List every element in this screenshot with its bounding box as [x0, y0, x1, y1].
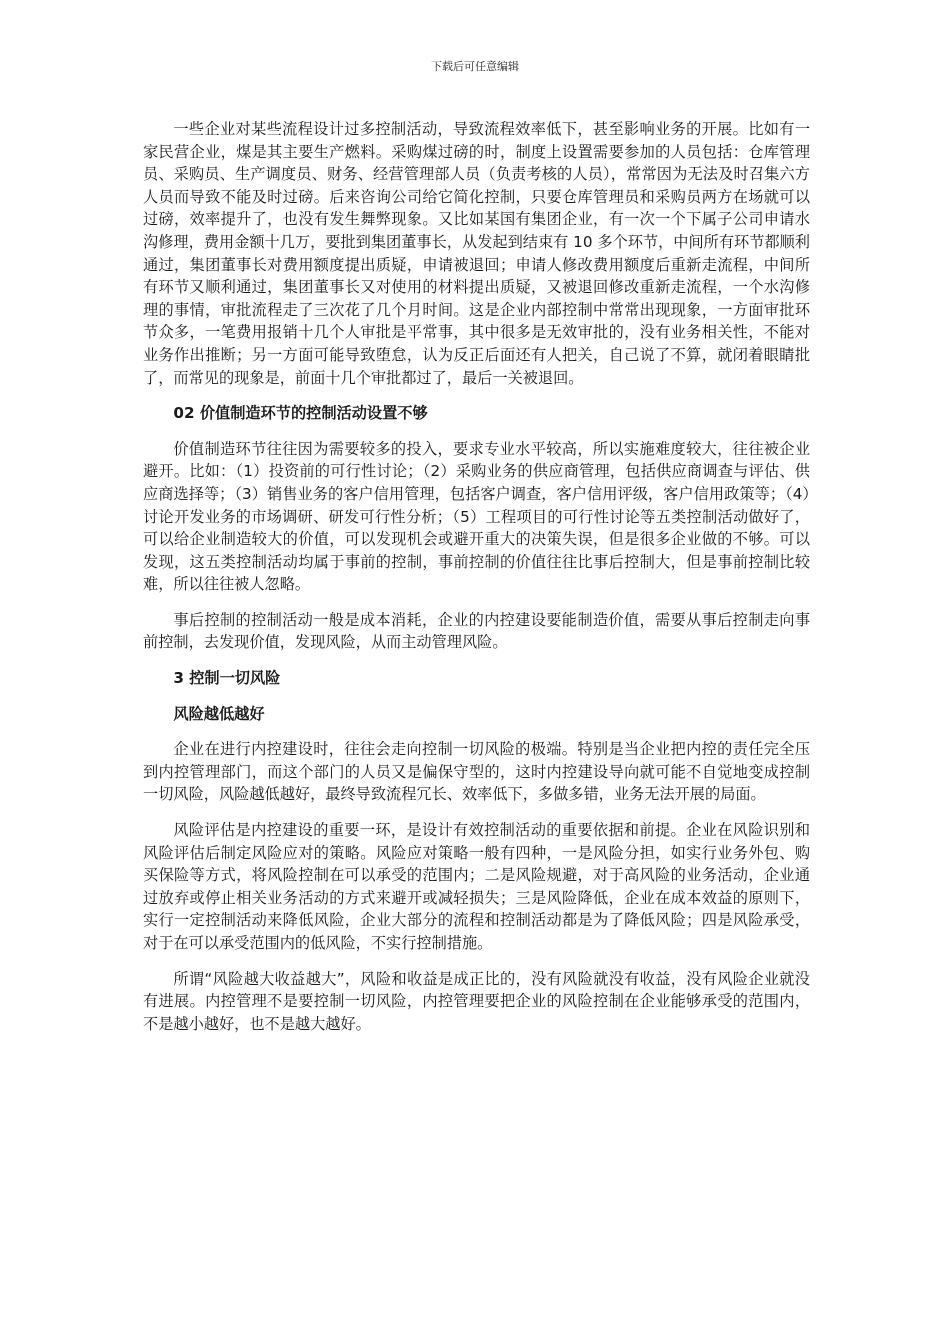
paragraph: 所谓“风险越大收益越大”，风险和收益是成正比的，没有风险就没有收益，没有风险企业就没有进展。内控管理不是要控制一切风险，内控管理要把企业的风险控制在企业能够承受的范围内，不是越小越好，也不是越大越好。	[143, 969, 810, 1033]
paragraph: 事后控制的控制活动一般是成本消耗，企业的内控建设要能制造价值，需要从事后控制走向事前控制，去发现价值，发现风险，从而主动管理风险。	[143, 610, 810, 652]
document-body	[143, 118, 810, 1048]
section-heading: 3 控制一切风险	[173, 669, 281, 688]
page-header: 下载后可任意编辑	[431, 60, 519, 73]
paragraph: 企业在进行内控建设时，往往会走向控制一切风险的极端。特别是当企业把内控的责任完全压到内控管理部门，而这个部门的人员又是偏保守型的，这时内控建设导向就可能不自觉地变成控制一切风险，风险越低越好，最终导致流程冗长、效率低下，多做多错，业务无法开展的局面。	[143, 740, 810, 804]
section-heading: 02 价值制造环节的控制活动设置不够	[173, 404, 428, 423]
paragraph: 一些企业对某些流程设计过多控制活动，导致流程效率低下，甚至影响业务的开展。比如有一家民营企业，煤是其主要生产燃料。采购煤过磅的时，制度上设置需要参加的人员包括：仓库管理员、采购员、生产调度员、财务、经营管理部人员（负责考核的人员），常常因为无法及时召集六方人员而导致不能及时过磅。后来咨询公司给它简化控制，只要仓库管理员和采购员两方在场就可以过磅，效率提升了，也没有发生舞弊现象。又比如某国有集团企业，有一次一个下属子公司申请水沟修理，费用金额十几万，要批到集团董事长，从发起到结束有 10 多个环节，中间所有环节都顺利通过，集团董事长对费用额度提出质疑，申请被退回；申请人修改费用额度后重新走流程，中间所有环节又顺利通过，集团董事长又对使用的材料提出质疑，又被退回修改重新走流程，一个水沟修理的事情，审批流程走了三次花了几个月时间。这是企业内部控制中常常出现现象，一方面审批环节众多，一笔费用报销十几个人审批是平常事，其中很多是无效审批的，没有业务相关性，不能对业务作出推断；另一方面可能导致堕怠，认为反正后面还有人把关，自己说了不算，就闭着眼睛批了，而常见的现象是，前面十几个审批都过了，最后一关被退回。	[143, 120, 810, 387]
paragraph: 价值制造环节往往因为需要较多的投入，要求专业水平较高，所以实施难度较大，往往被企业避开。比如：（1）投资前的可行性讨论；（2）采购业务的供应商管理，包括供应商调查与评估、供应商选择等；（3）销售业务的客户信用管理，包括客户调查，客户信用评级，客户信用政策等；（4）讨论开发业务的市场调研、研发可行性分析；（5）工程项目的可行性讨论等五类控制活动做好了，可以给企业制造较大的价值，可以发现机会或避开重大的决策失误，但是很多企业做的不够。可以发现，这五类控制活动均属于事前的控制，事前控制的价值往往比事后控制大，但是事前控制比较难，所以往往被人忽略。	[143, 439, 810, 594]
subsection-heading: 风险越低越好	[173, 704, 265, 723]
paragraph: 风险评估是内控建设的重要一环，是设计有效控制活动的重要依据和前提。企业在风险识别和风险评估后制定风险应对的策略。风险应对策略一般有四种，一是风险分担，如实行业务外包、购买保险等方式，将风险控制在可以承受的范围内；二是风险规避，对于高风险的业务活动，企业通过放弃或停止相关业务活动的方式来避开或减轻损失；三是风险降低，企业在成本效益的原则下，实行一定控制活动来降低风险，企业大部分的流程和控制活动都是为了降低风险；四是风险承受，对于在可以承受范围内的低风险，不实行控制措施。	[143, 821, 810, 952]
